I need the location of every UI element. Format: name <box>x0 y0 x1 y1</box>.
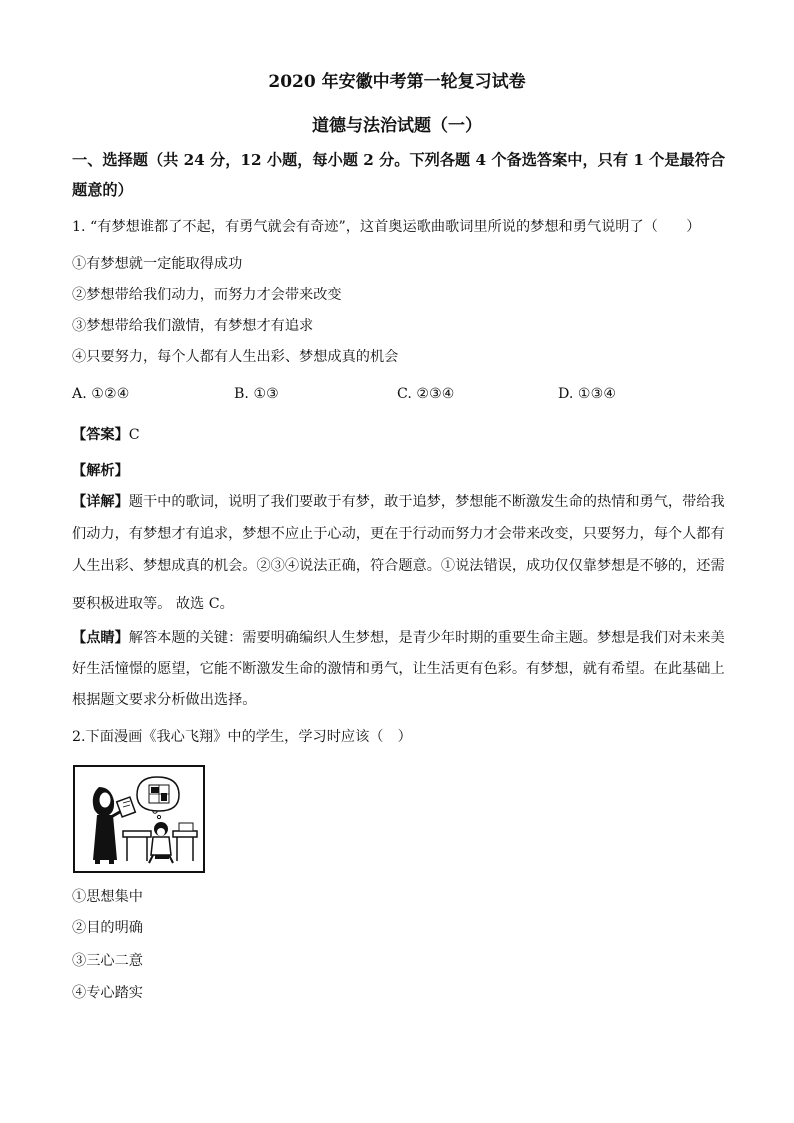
detail-label: 【详解】 <box>72 494 129 510</box>
option-b: B. ①③ <box>234 386 279 402</box>
question-1-stem: 1. “有梦想谁都了不起，有勇气就会有奇迹”，这首奥运歌曲歌词里所说的梦想和勇气说明了（ ） <box>72 219 701 235</box>
detail-text: 题干中的歌词，说明了我们要敢于有梦，敢于追梦，梦想能不断激发生命的热情和勇气，带给我 <box>128 494 725 510</box>
question-2-stem: 2.下面漫画《我心飞翔》中的学生，学习时应该（ ） <box>72 729 412 745</box>
detail-line-1 <box>72 492 725 512</box>
analysis-label: 【解析】 <box>72 463 129 479</box>
question-1-statement: ①有梦想就一定能取得成功 <box>72 256 243 272</box>
section-heading-line2: 题意的） <box>72 181 133 199</box>
option-d: D. ①③④ <box>558 386 617 402</box>
comment-line-2: 好生活憧憬的愿望，它能不断激发生命的激情和勇气，让生活更有色彩。有梦想，就有希望。在此基础上 <box>72 661 725 677</box>
answer-line <box>72 425 140 445</box>
comment-line-1 <box>72 628 725 648</box>
detail-line-4: 要积极进取等。 故选 C。 <box>72 596 234 612</box>
question-1-statement: ②梦想带给我们动力，而努力才会带来改变 <box>72 287 342 303</box>
detail-line-2: 们动力，有梦想才有追求，梦想不应止于心动，更在于行动而努力才会带来改变，只要努力，每个人都有 <box>72 526 725 542</box>
question-2-statement: ①思想集中 <box>72 889 143 905</box>
question-2-statement: ②目的明确 <box>72 920 143 936</box>
comment-text: 解答本题的关键：需要明确编织人生梦想，是青少年时期的重要生命主题。梦想是我们对未来美 <box>128 630 725 646</box>
question-2-statement: ③三心二意 <box>72 953 143 969</box>
answer-label: 【答案】 <box>72 427 129 443</box>
cartoon-image <box>73 765 205 873</box>
comment-line-3: 根据题文要求分析做出选择。 <box>72 692 257 708</box>
option-a: A. ①②④ <box>72 386 130 402</box>
question-1-statement: ③梦想带给我们激情，有梦想才有追求 <box>72 318 314 334</box>
page-subtitle: 道德与法治试题（一） <box>312 116 482 136</box>
detail-line-3: 人生出彩、梦想成真的机会。②③④说法正确，符合题意。①说法错误，成功仅仅靠梦想是不够的，还需 <box>72 558 725 574</box>
page-title: 2020 年安徽中考第一轮复习试卷 <box>268 72 526 92</box>
section-heading-line1: 一、选择题（共 24 分，12 小题，每小题 2 分。下列各题 4 个备选答案中，只有 1 个是最符合 <box>72 151 726 169</box>
question-2-statement: ④专心踏实 <box>72 985 143 1001</box>
option-c: C. ②③④ <box>397 386 455 402</box>
question-1-statement: ④只要努力，每个人都有人生出彩、梦想成真的机会 <box>72 349 399 365</box>
comment-label: 【点睛】 <box>72 630 129 646</box>
answer-value: C <box>128 427 140 443</box>
